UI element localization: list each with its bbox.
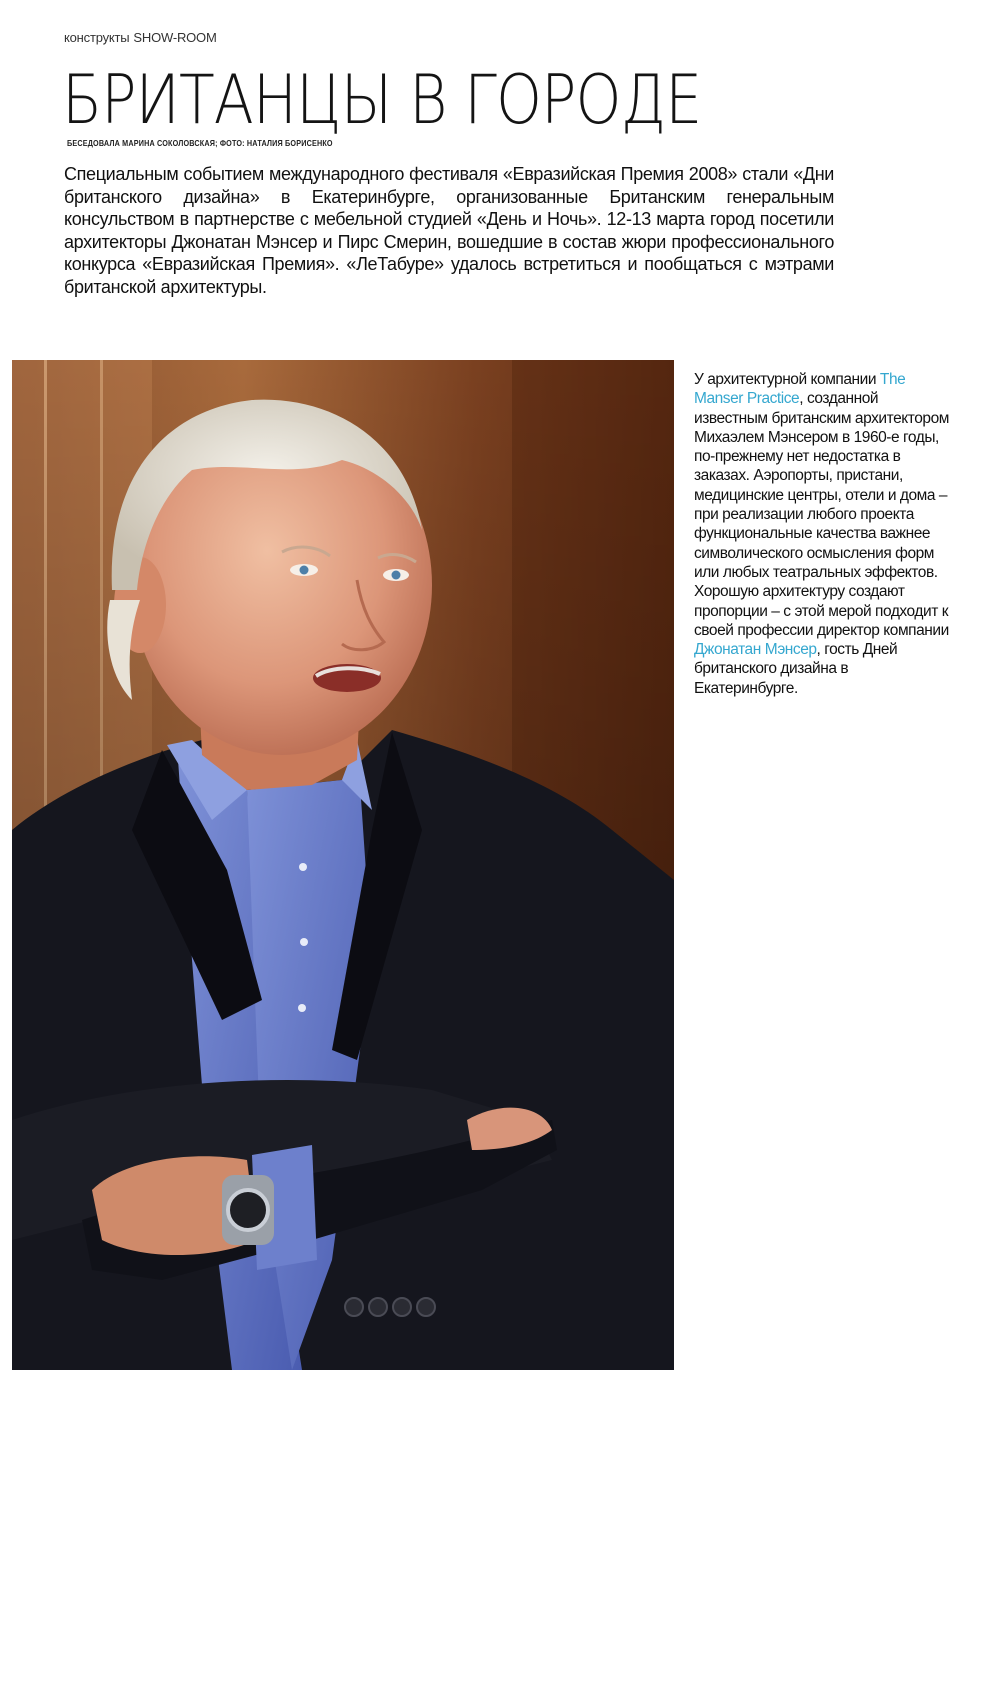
side-paragraph: [694, 370, 952, 698]
side-text-part2: , созданной известным британским архитектором Михаэлем Мэнсером в 1960-е годы, по-прежнему нет недостатка в заказах. Аэропорты, пристани, медицинские центры, отели и дома – при реализации любого проекта функциональные качества важнее символического осмысления форм или любых театральных эффектов. Хорошую архитектуру создают пропорции – с этой мерой подходит к своей профессии директор компании: [694, 390, 949, 639]
photo-caption: Джонатан Мэнсер: [568, 1672, 663, 1684]
page-title: БРИТАНЦЫ В ГОРОДЕ: [62, 61, 702, 140]
section-sub-label: конструкты: [64, 30, 130, 45]
person-name-highlight: Джонатан Мэнсер: [694, 641, 817, 659]
company-name-highlight: The Manser Practice: [694, 371, 906, 408]
section-label: [64, 30, 217, 45]
portrait-photo: [12, 360, 674, 1684]
lead-paragraph: Специальным событием международного фестиваля «Евразийская Премия 2008» стали «Дни британского дизайна» в Екатеринбурге, организованные Британским генеральным консульством в партнерстве с мебельной студией «День и Ночь». 12-13 марта город посетили архитекторы Джонатан Мэнсер и Пирс Смерин, вошедшие в состав жюри профессионального конкурса «Евразийская Премия». «ЛеТабуре» удалось встретиться и пообщаться с мэтрами британской архитектуры.: [64, 164, 834, 297]
side-text-part1: У архитектурной компании: [694, 371, 880, 388]
section-main-label: SHOW-ROOM: [133, 30, 217, 45]
credits-line: БЕСЕДОВАЛА МАРИНА СОКОЛОВСКАЯ; ФОТО: НАТАЛИЯ БОРИСЕНКО: [67, 138, 333, 148]
side-text-part3: , гость Дней британского дизайна в Екатеринбурге.: [694, 641, 898, 697]
